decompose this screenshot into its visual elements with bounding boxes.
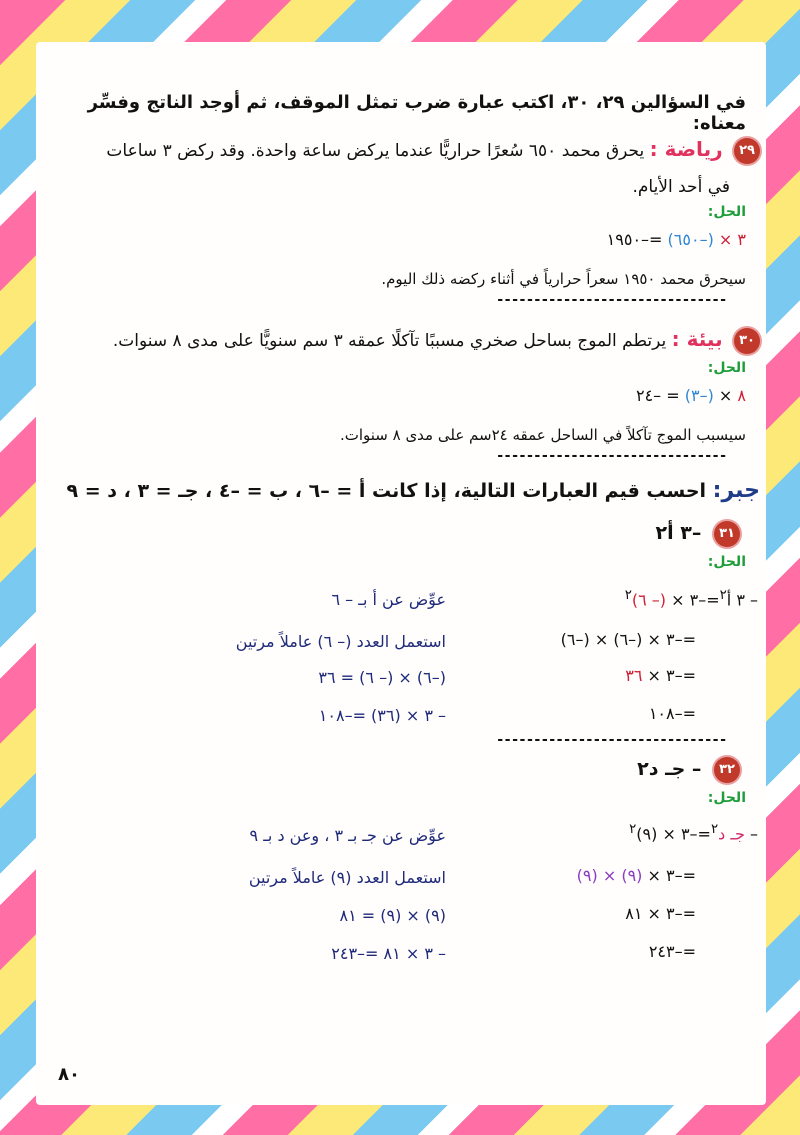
q31-note-1: عوِّض عن أ بـ – ٦ [331,590,446,609]
divider-2: ------------------------------- [496,448,727,464]
problem-29-text-2: في أحد الأيام. [632,177,730,197]
solution-label-29: الحل: [707,204,746,220]
solution-29-expr [607,230,746,249]
q32-step-1-sup: ٢ [710,822,719,837]
q32-step-1-sup2: ٢ [629,822,637,837]
expr-30-part-c: (–٣) [684,386,714,405]
q32-note-1: عوِّض عن جـ بـ ٣ ، وعن د بـ ٩ [249,826,446,845]
q32-step-1 [629,822,758,843]
q31-step-1-sup: ٢ [719,588,727,603]
problem-30-badge: ٣٠ [734,328,760,354]
q32-step-2 [577,866,696,885]
q31-step-2: =–٣ × (–٦) × (–٦) [560,630,696,649]
q32-step-1-a: – [744,824,758,844]
q31-step-3 [625,666,696,685]
problem-29 [60,134,760,166]
q32-note-2: استعمل العدد (٩) عاملاً مرتين [248,868,446,887]
q31-note-2: استعمل العدد (– ٦) عاملاً مرتين [235,632,446,651]
q31-step-1-sup2: ٢ [624,588,632,603]
page-number: ٨٠ [58,1064,80,1085]
problem-29-text: يحرق محمد ٦٥٠ سُعرًا حراريًّا عندما يركض ساعة واحدة. وقد ركض ٣ ساعات [106,141,645,161]
q31-step-1-b: =–٣ × [666,590,720,610]
problem-30-text: يرتطم الموج بساحل صخري مسببًا تآكلًا عمقه ٣ سم سنويًّا على مدى ٨ سنوات. [112,331,667,351]
algebra-text: احسب قيم العبارات التالية، إذا كانت أ = –٦ ، ب = –٤ ، جـ = ٣ ، د = ٩ [66,480,707,502]
q32-step-2-b: (٩) × (٩) [576,866,643,885]
q31-step-1-a: – ٣ أ [726,590,758,610]
problem-32 [40,754,740,784]
solution-label-32: الحل: [707,790,746,806]
topic-sport: رياضة : [649,137,723,161]
divider-1: ------------------------------- [496,292,727,308]
q32-step-2-a: =–٣ × [642,866,696,885]
problem-32-expr: – جـ د٢ [637,758,702,780]
solution-label-31: الحل: [707,554,746,570]
answer-30: سيسبب الموج تآكلاً في الساحل عمقه ٢٤سم على مدى ٨ سنوات. [339,426,746,444]
solution-30-expr [636,386,746,405]
algebra-label: جبر: [712,478,760,503]
q31-note-4: – ٣ × (٣٦) =–١٠٨ [318,706,446,725]
intro-text: في السؤالين ٢٩، ٣٠، اكتب عبارة ضرب تمثل الموقف، ثم أوجد الناتج وفسِّر معناه: [87,92,746,134]
q32-note-3: (٩) × (٩) = ٨١ [339,906,446,925]
topic-environment: بيئة : [671,327,723,351]
expr-29-part-b: (–٦٥٠) [667,230,714,249]
problem-31-badge: ٣١ [714,521,740,547]
q31-note-3: (–٦) × (– ٦) = ٣٦ [318,668,446,687]
q32-step-4: =–٢٤٣ [648,942,696,961]
q31-step-4: =–١٠٨ [648,704,696,723]
q32-note-4: – ٣ × ٨١ =–٢٤٣ [331,944,446,963]
q32-step-3: =–٣ × ٨١ [625,904,696,923]
problem-31 [40,518,740,548]
q31-step-3-a: =–٣ × [642,666,696,685]
problem-32-badge: ٣٢ [714,757,740,783]
expr-30-part-a: ٨ [737,386,746,405]
q32-step-1-b: جـ د [718,824,745,844]
problem-29-badge: ٢٩ [734,138,760,164]
q31-step-3-b: ٣٦ [625,666,643,685]
q32-step-1-c: =–٣ × (٩) [636,824,711,844]
problem-31-expr: –٣ أ٢ [655,522,702,544]
q31-step-1 [625,588,758,609]
expr-29-part-a: ٣ × [713,230,746,249]
solution-label-30: الحل: [707,360,746,376]
expr-29-part-c: =–١٩٥٠ [606,230,668,249]
page [36,42,766,1105]
problem-30 [40,324,760,356]
q31-step-1-c: (– ٦) [631,590,667,610]
expr-30-part-b: × [713,386,738,405]
expr-30-part-d: = –٢٤ [635,386,685,405]
divider-3: ------------------------------- [496,732,727,748]
answer-29: سيحرق محمد ١٩٥٠ سعراً حرارياً في أثناء ركضه ذلك اليوم. [381,270,746,288]
algebra-header [40,478,760,503]
